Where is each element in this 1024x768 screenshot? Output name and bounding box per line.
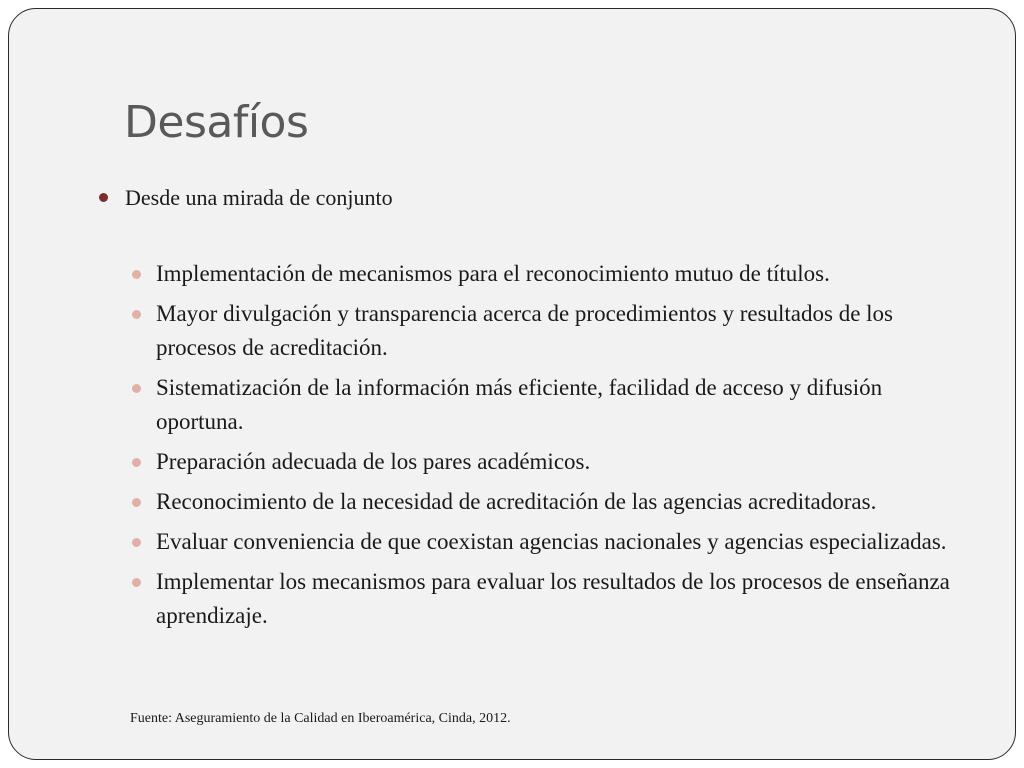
list-item-text: Preparación adecuada de los pares académicos. (156, 449, 591, 474)
list-item (132, 371, 962, 439)
bullet-dot-icon (132, 498, 141, 507)
bullet-dot-icon (99, 193, 108, 202)
bullet-dot-icon (132, 578, 141, 587)
bullet-dot-icon (132, 310, 141, 319)
bullet-dot-icon (132, 458, 141, 467)
list-item-text: Sistematización de la información más eficiente, facilidad de acceso y difusión oportuna. (156, 375, 883, 434)
list-item (132, 445, 962, 479)
sub-bullet-list (132, 257, 962, 639)
source-citation: Fuente: Aseguramiento de la Calidad en Iberoamérica, Cinda, 2012. (130, 711, 511, 726)
list-item (132, 525, 962, 559)
slide (8, 8, 1016, 760)
list-item-text: Evaluar conveniencia de que coexistan agencias nacionales y agencias especializadas. (156, 529, 947, 554)
slide-title: Desafíos (124, 97, 309, 148)
level1-bullet-item (99, 181, 393, 215)
list-item (132, 297, 962, 365)
list-item (132, 485, 962, 519)
list-item-text: Implementar los mecanismos para evaluar los resultados de los procesos de enseñanza aprendizaje. (156, 569, 950, 628)
list-item-text: Reconocimiento de la necesidad de acreditación de las agencias acreditadoras. (156, 489, 877, 514)
list-item-text: Mayor divulgación y transparencia acerca de procedimientos y resultados de los procesos de acreditación. (156, 301, 894, 360)
list-item-text: Implementación de mecanismos para el reconocimiento mutuo de títulos. (156, 261, 830, 286)
level1-bullet-text: Desde una mirada de conjunto (125, 185, 393, 210)
bullet-dot-icon (132, 538, 141, 547)
list-item (132, 565, 962, 633)
bullet-dot-icon (132, 384, 141, 393)
list-item (132, 257, 962, 291)
bullet-dot-icon (132, 270, 141, 279)
